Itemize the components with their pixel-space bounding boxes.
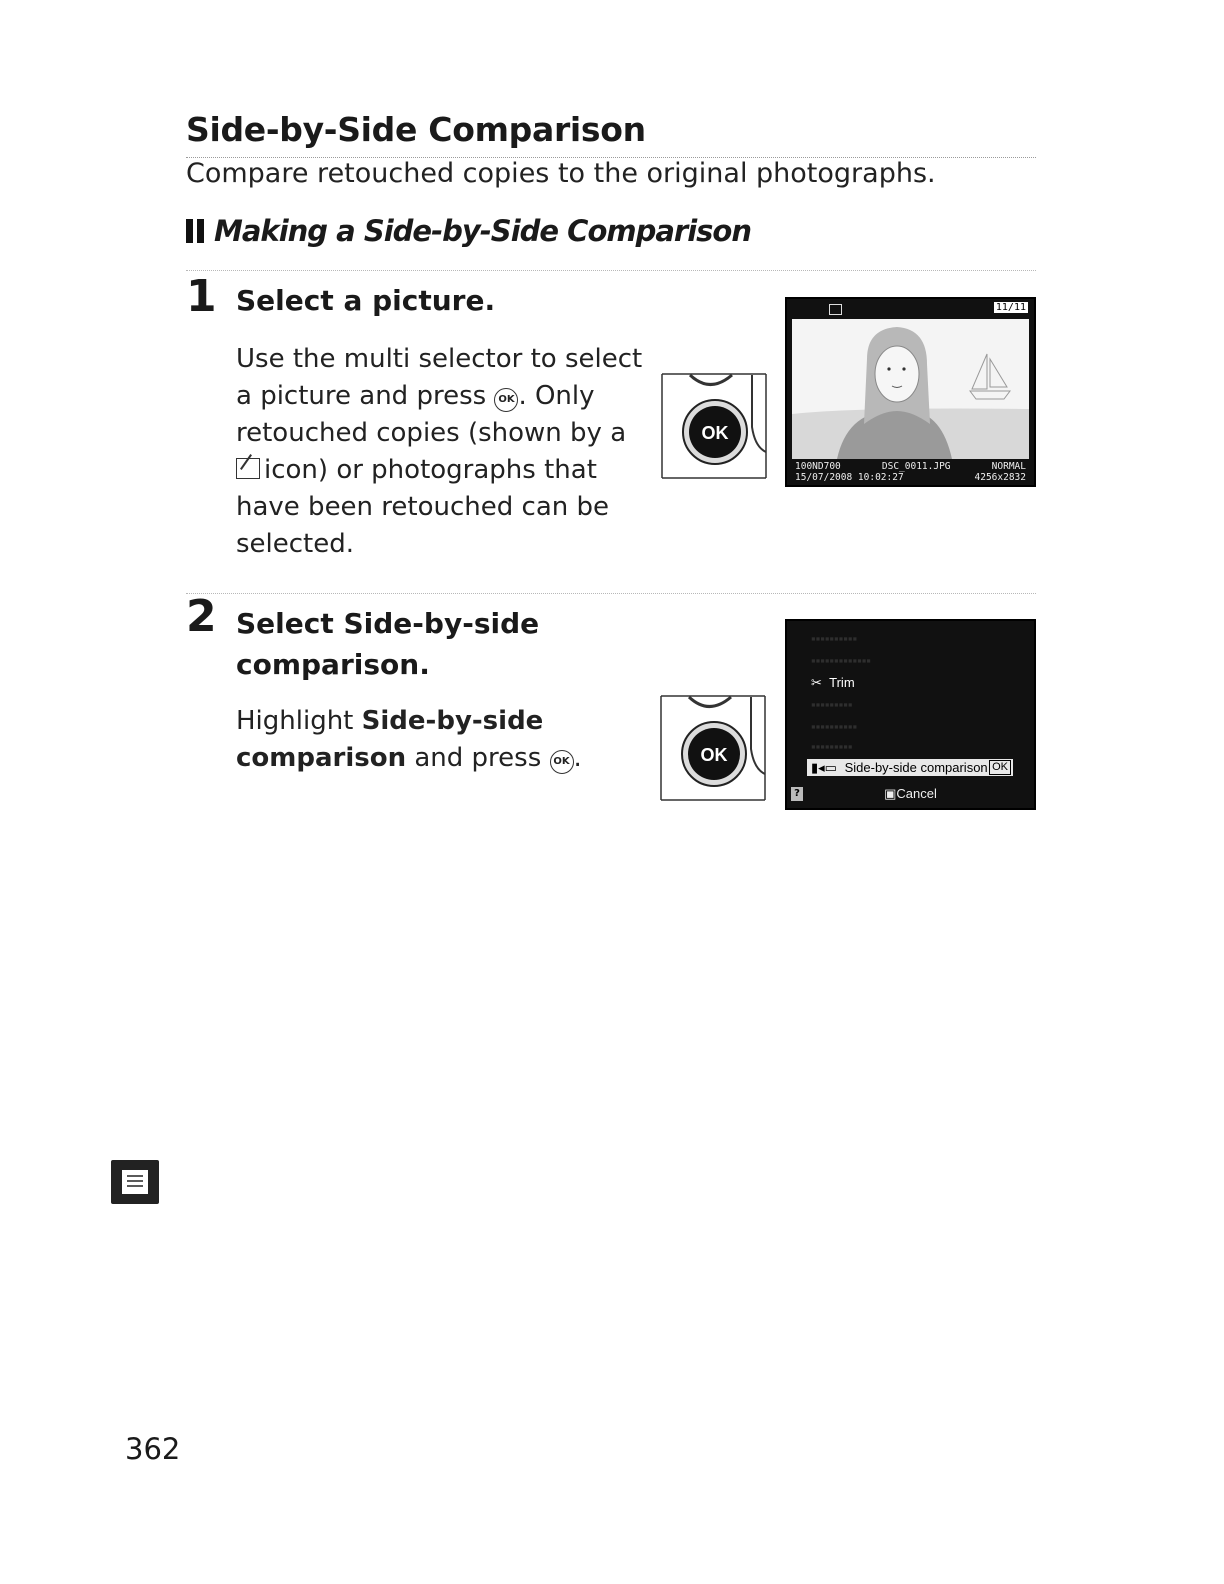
menu-list-icon <box>121 1169 149 1195</box>
menu-item-label: Side-by-side comparison <box>844 760 988 775</box>
image-size: 4256x2832 <box>974 472 1026 483</box>
ok-button-illustration <box>660 372 768 484</box>
step-body-line <box>236 703 656 740</box>
camera-screen-playback <box>785 297 1036 487</box>
retouch-icon <box>829 304 842 315</box>
cancel-label: Cancel <box>896 786 937 801</box>
step-body-text: . <box>573 743 582 773</box>
ok-label: OK <box>700 745 728 765</box>
step-number: 2 <box>186 591 217 642</box>
photo-preview <box>792 319 1029 459</box>
file-name: DSC_0011.JPG <box>881 461 951 472</box>
cancel-hint <box>787 786 1034 802</box>
ok-button-icon: OK <box>494 388 518 412</box>
step-body-bold: Side-by-side <box>361 706 544 736</box>
menu-item-dimmed: ▪▪▪▪▪▪▪▪▪ <box>811 739 853 754</box>
step-title: Select a picture. <box>236 284 496 317</box>
menu-item-label: Trim <box>829 675 855 690</box>
step-body-line <box>236 378 656 415</box>
menu-item-dimmed: ▪▪▪▪▪▪▪▪▪ <box>811 697 853 712</box>
step-body-text: and press <box>406 743 542 773</box>
step-body-text: a picture and press <box>236 381 487 411</box>
step-title-text: Side-by-side <box>343 607 540 640</box>
menu-item-dimmed: ▪▪▪▪▪▪▪▪▪▪ <box>811 631 858 646</box>
retouch-icon <box>236 458 260 479</box>
step-body-line: Use the multi selector to select <box>236 344 643 374</box>
step-title-text: comparison. <box>236 648 430 681</box>
page-number: 362 <box>125 1432 181 1466</box>
step-title-text: Select <box>236 607 344 640</box>
retouch-menu-tab-icon <box>111 1160 159 1204</box>
step-number: 1 <box>186 271 217 322</box>
ok-button-icon: OK <box>550 750 574 774</box>
divider <box>186 593 1036 594</box>
playback-icon: ▣ <box>884 786 897 801</box>
step-body-line <box>236 740 656 777</box>
step-body-text: . Only <box>518 381 595 411</box>
camera-screen-retouch-menu <box>785 619 1036 810</box>
sub-heading-bars-icon <box>186 219 204 243</box>
step-body-line: have been retouched can be <box>236 492 610 522</box>
step-body-line: retouched copies (shown by a <box>236 418 627 448</box>
menu-item-dimmed: ▪▪▪▪▪▪▪▪▪▪▪▪▪ <box>811 653 871 668</box>
ok-button-icon: OK <box>989 760 1011 775</box>
step-body-line: selected. <box>236 529 355 559</box>
folder-name: 100ND700 <box>795 461 841 472</box>
step-body-bold: comparison <box>236 743 407 773</box>
side-by-side-icon: ▮◂▭ <box>811 760 837 775</box>
menu-item-dimmed: ▪▪▪▪▪▪▪▪▪▪ <box>811 719 858 734</box>
frame-counter: 11/11 <box>995 302 1026 313</box>
ok-label: OK <box>701 423 729 443</box>
step-body <box>236 341 656 563</box>
photo-info <box>795 461 1026 483</box>
step-title <box>236 603 636 685</box>
menu-item-trim[interactable] <box>811 675 855 691</box>
date-time: 15/07/2008 10:02:27 <box>795 472 904 483</box>
menu-item-side-by-side[interactable] <box>807 759 1013 776</box>
sub-heading-text: Making a Side-by-Side Comparison <box>214 214 751 248</box>
sub-heading <box>186 214 751 248</box>
image-quality: NORMAL <box>991 461 1026 472</box>
step-body-text: Highlight <box>236 706 362 736</box>
divider <box>186 270 1036 271</box>
step-body <box>236 703 656 777</box>
ok-button-illustration <box>659 694 767 806</box>
scissors-icon: ✂ <box>811 675 822 690</box>
help-icon: ? <box>791 787 803 801</box>
step-body-text: icon) or photographs that <box>264 455 597 485</box>
section-title: Side-by-Side Comparison <box>186 110 646 149</box>
section-description: Compare retouched copies to the original photographs. <box>186 158 936 189</box>
step-body-line <box>236 452 656 489</box>
